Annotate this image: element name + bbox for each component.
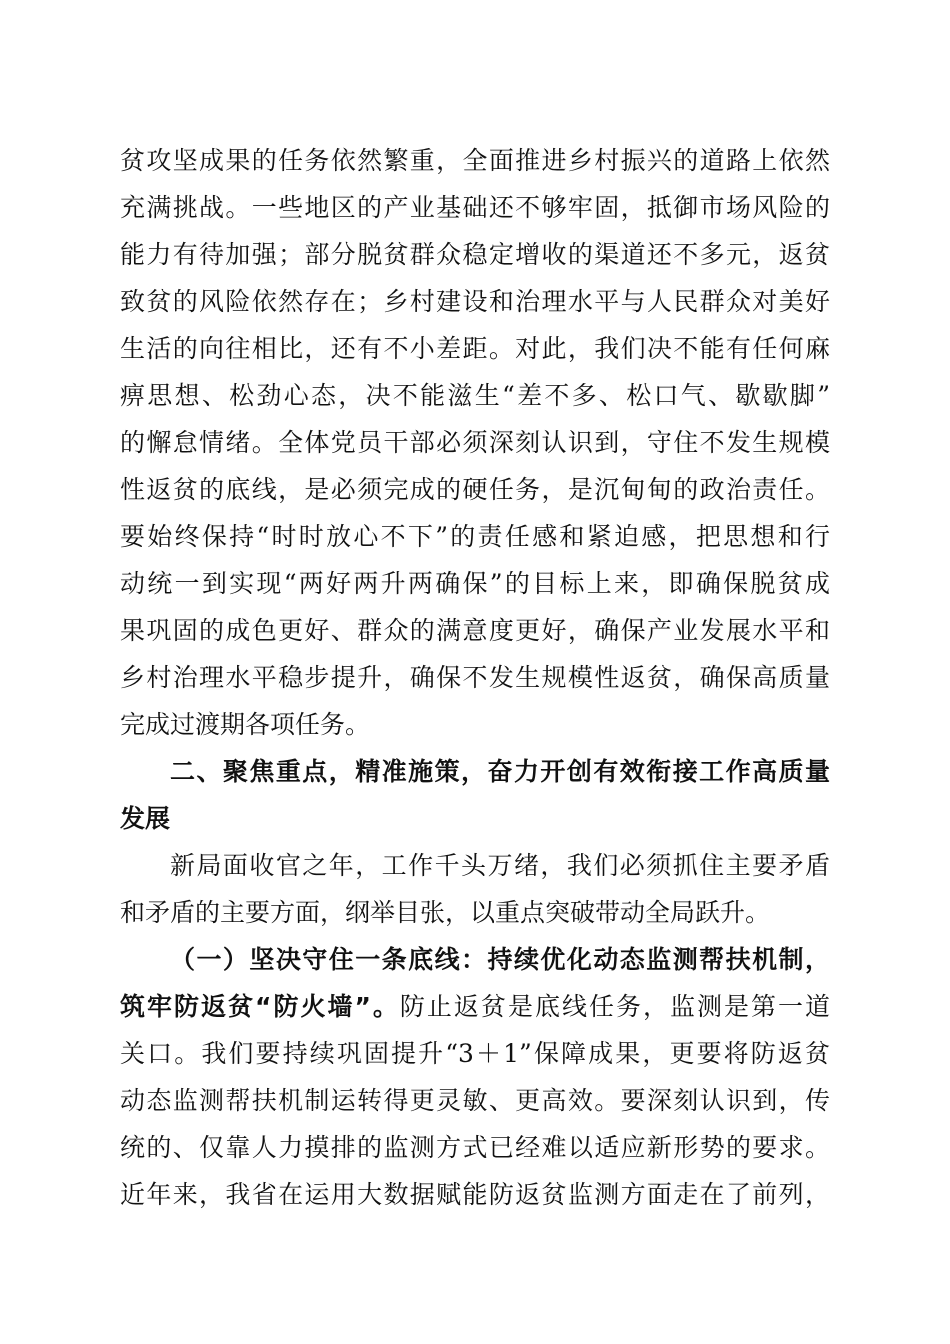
body-text-line: 贫攻坚成果的任务依然繁重，全面推进乡村振兴的道路上依然 [120, 146, 830, 175]
body-text-line: 近年来，我省在运用大数据赋能防返贫监测方面走在了前列， [120, 1180, 830, 1209]
body-text-line: 痹思想、松劲心态，决不能滋生“差不多、松口气、歇歇脚” [120, 381, 830, 410]
body-text-line: 性返贫的底线，是必须完成的硬任务，是沉甸甸的政治责任。 [120, 475, 830, 504]
body-text-line: 能力有待加强；部分脱贫群众稳定增收的渠道还不多元，返贫 [120, 240, 830, 269]
body-text-line: 的懈怠情绪。全体党员干部必须深刻认识到，守住不发生规模 [120, 428, 830, 457]
subsection-heading-tail: 筑牢防返贫“防火墙”。 [120, 992, 400, 1021]
body-text-line: 乡村治理水平稳步提升，确保不发生规模性返贫，确保高质量 [120, 663, 830, 692]
section-heading-continued: 发展 [120, 804, 171, 833]
body-text-line: 要始终保持“时时放心不下”的责任感和紧迫感，把思想和行 [120, 522, 830, 551]
body-text-line: 致贫的风险依然存在；乡村建设和治理水平与人民群众对美好 [120, 287, 830, 316]
subsection-heading: （一）坚决守住一条底线：持续优化动态监测帮扶机制， [170, 945, 830, 974]
section-heading: 二、聚焦重点，精准施策，奋力开创有效衔接工作高质量 [170, 757, 830, 786]
body-text-line: 关口。我们要持续巩固提升“3＋1”保障成果，更要将防返贫 [120, 1039, 830, 1068]
body-text-line: 新局面收官之年，工作千头万绪，我们必须抓住主要矛盾 [170, 851, 830, 880]
body-text-fragment: 防止返贫是底线任务，监测是第一道 [399, 992, 830, 1021]
body-text-line: 生活的向往相比，还有不小差距。对此，我们决不能有任何麻 [120, 334, 830, 363]
body-text-line: 动态监测帮扶机制运转得更灵敏、更高效。要深刻认识到，传 [120, 1086, 830, 1115]
body-text-line: 统的、仅靠人力摸排的监测方式已经难以适应新形势的要求。 [120, 1133, 830, 1162]
body-text-line: 果巩固的成色更好、群众的满意度更好，确保产业发展水平和 [120, 616, 830, 645]
body-text-line: 和矛盾的主要方面，纲举目张，以重点突破带动全局跃升。 [120, 898, 771, 927]
body-text-line: 动统一到实现“两好两升两确保”的目标上来，即确保脱贫成 [120, 569, 830, 598]
subsection-heading-continued [120, 987, 830, 1027]
body-text-line: 完成过渡期各项任务。 [120, 710, 371, 739]
body-text-line: 充满挑战。一些地区的产业基础还不够牢固，抵御市场风险的 [120, 193, 830, 222]
